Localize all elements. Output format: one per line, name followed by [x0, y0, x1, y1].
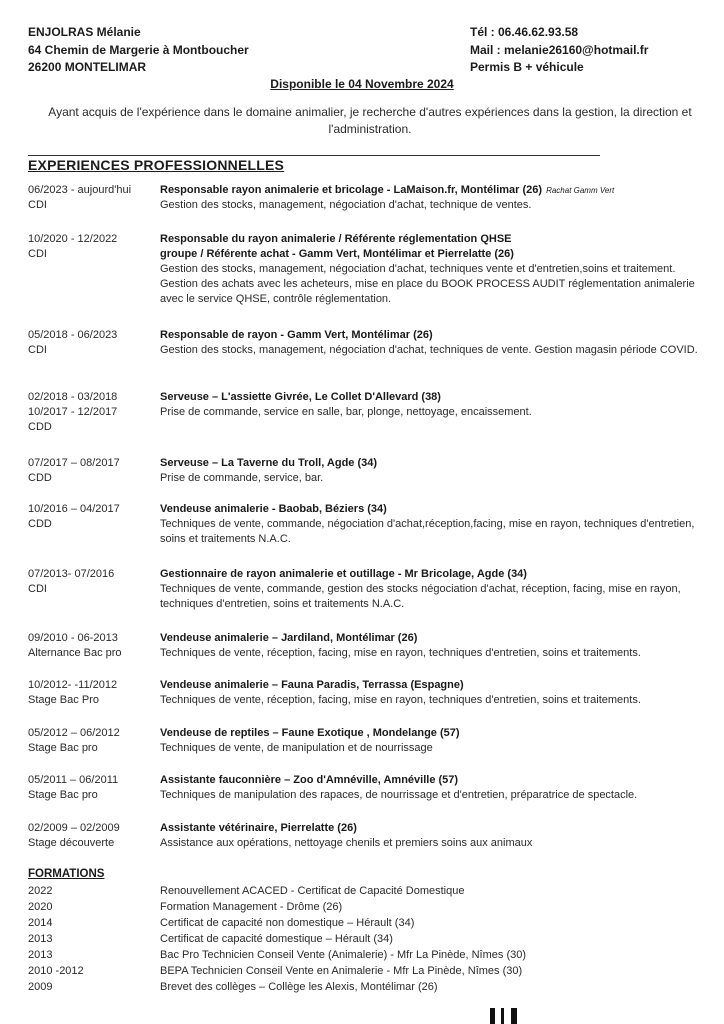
formation-year: 2010 -2012 — [28, 965, 84, 977]
contact-block — [28, 24, 249, 77]
experience-dates — [28, 726, 156, 756]
contract-type: CDI — [28, 344, 47, 356]
experience-title: Serveuse – L'assiette Givrée, Le Collet D'Allevard (38) — [160, 391, 441, 403]
date-range: 05/2011 – 06/2011 — [28, 774, 119, 786]
experience-dates — [28, 390, 156, 435]
formation-year: 2013 — [28, 949, 53, 961]
experience-body — [160, 456, 708, 486]
experience-body — [160, 773, 708, 803]
experience-description: Techniques de vente, de manipulation et de nourrissage — [160, 742, 433, 754]
date-range: 05/2012 – 06/2012 — [28, 727, 120, 739]
experience-title: Responsable de rayon - Gamm Vert, Montélimar (26) — [160, 329, 433, 341]
experience-body — [160, 821, 708, 851]
experience-dates — [28, 821, 156, 851]
experience-note: Rachat Gamm Vert — [546, 186, 615, 195]
formation-label: Renouvellement ACACED - Certificat de Capacité Domestique — [160, 885, 465, 897]
experience-dates — [28, 328, 156, 358]
date-range: 07/2017 – 08/2017 — [28, 457, 120, 469]
date-range: 10/2020 - 12/2022 — [28, 233, 118, 245]
experience-body — [160, 232, 708, 307]
date-range: 02/2018 - 03/2018 — [28, 391, 118, 403]
formation-year: 2014 — [28, 917, 53, 929]
experience-body — [160, 183, 708, 213]
experience-body — [160, 631, 708, 661]
contract-type: CDI — [28, 248, 47, 260]
formation-year: 2013 — [28, 933, 53, 945]
experience-description: Techniques de vente, commande, gestion des stocks négociation d'achat, réception, facing, mise en rayon, techniques d'entretien, soins et traitements N.A.C. — [160, 583, 681, 610]
experience-description: Techniques de vente, réception, facing, mise en rayon, techniques d'entretien, soins et traitements. — [160, 647, 641, 659]
experience-description: Prise de commande, service en salle, bar, plonge, nettoyage, encaissement. — [160, 406, 532, 418]
experience-title: Vendeuse de reptiles – Faune Exotique , Mondelange (57) — [160, 727, 460, 739]
formation-label: Certificat de capacité domestique – Hérault (34) — [160, 933, 393, 945]
driving-permit: Permis B + véhicule — [470, 60, 584, 74]
experience-title: Assistante fauconnière – Zoo d'Amnéville, Amnéville (57) — [160, 774, 459, 786]
experience-title: Vendeuse animalerie – Fauna Paradis, Terrassa (Espagne) — [160, 679, 464, 691]
experience-dates — [28, 232, 156, 262]
contract-type: Stage découverte — [28, 837, 115, 849]
applicant-name: ENJOLRAS Mélanie — [28, 25, 141, 39]
experience-body — [160, 502, 708, 547]
contract-type: CDI — [28, 583, 47, 595]
experience-dates — [28, 183, 156, 213]
contract-type: Alternance Bac pro — [28, 647, 122, 659]
contract-type: CDD — [28, 518, 52, 530]
intro-text: Ayant acquis de l'expérience dans le domaine animalier, je recherche d'autres expériences dans la gestion, la direction et l'administration. — [48, 105, 692, 136]
contract-type: Stage Bac Pro — [28, 694, 99, 706]
section-divider — [28, 155, 600, 156]
formation-year: 2020 — [28, 901, 53, 913]
experience-description: Assistance aux opérations, nettoyage chenils et premiers soins aux animaux — [160, 837, 533, 849]
contract-type: Stage Bac pro — [28, 789, 98, 801]
experience-title — [160, 183, 708, 198]
experience-body — [160, 567, 708, 612]
title-line: groupe / Référente achat - Gamm Vert, Montélimar et Pierrelatte (26) — [160, 248, 514, 260]
experience-description: Techniques de manipulation des rapaces, de nourrissage et d'entretien, préparatrice de spectacle. — [160, 789, 638, 801]
experience-description: Gestion des stocks, management, négociation d'achat, techniques vente et d'entretien,soins et traitement. Gestion des achats avec les acheteurs, mise en place du BOOK PROCESS AUDIT réglementation animalerie avec le service QHSE, contrôle réglementation. — [160, 263, 695, 305]
experience-dates — [28, 678, 156, 708]
contact-details — [470, 24, 648, 77]
experience-title: Serveuse – La Taverne du Troll, Agde (34) — [160, 457, 378, 469]
formation-label: Brevet des collèges – Collège les Alexis, Montélimar (26) — [160, 981, 438, 993]
experience-title: Assistante vétérinaire, Pierrelatte (26) — [160, 822, 357, 834]
address-line-1: 64 Chemin de Margerie à Montboucher — [28, 42, 249, 57]
formation-label: Certificat de capacité non domestique – Hérault (34) — [160, 917, 415, 929]
experience-dates — [28, 502, 156, 532]
experience-title: Vendeuse animalerie - Baobab, Béziers (34) — [160, 503, 387, 515]
experience-dates — [28, 456, 156, 486]
date-range: 10/2016 – 04/2017 — [28, 503, 120, 515]
experience-body — [160, 726, 708, 756]
experience-title: Gestionnaire de rayon animalerie et outillage - Mr Bricolage, Agde (34) — [160, 568, 527, 580]
formation-label: Bac Pro Technicien Conseil Vente (Animalerie) - Mfr La Pinède, Nîmes (30) — [160, 949, 527, 961]
experience-body — [160, 328, 708, 358]
experience-description: Gestion des stocks, management, négociation d'achat, techniques de vente. Gestion magasin période COVID. — [160, 344, 698, 356]
experience-title: Vendeuse animalerie – Jardiland, Montélimar (26) — [160, 632, 418, 644]
experience-body — [160, 390, 708, 420]
experience-dates — [28, 567, 156, 597]
formation-label: Formation Management - Drôme (26) — [160, 901, 343, 913]
date-range: 05/2018 - 06/2023 — [28, 329, 118, 341]
formation-label: BEPA Technicien Conseil Vente en Animalerie - Mfr La Pinède, Nîmes (30) — [160, 965, 523, 977]
formation-year: 2009 — [28, 981, 53, 993]
formations-heading: FORMATIONS — [28, 868, 105, 880]
contract-type: CDI — [28, 199, 47, 211]
scan-edge-marks — [490, 1008, 530, 1024]
date-range: 02/2009 – 02/2009 — [28, 822, 120, 834]
date-range: 10/2017 - 12/2017 — [28, 406, 118, 418]
experience-description: Prise de commande, service, bar. — [160, 472, 324, 484]
email: Mail : melanie26160@hotmail.fr — [470, 42, 649, 57]
experience-description: Techniques de vente, réception, facing, mise en rayon, techniques d'entretien, soins et traitements. — [160, 694, 641, 706]
address-line-2: 26200 MONTELIMAR — [28, 60, 147, 74]
experience-body — [160, 678, 708, 708]
formation-year: 2022 — [28, 885, 53, 897]
phone: Tél : 06.46.62.93.58 — [470, 25, 579, 39]
date-range: 10/2012- -11/2012 — [28, 679, 118, 691]
contract-type: Stage Bac pro — [28, 742, 98, 754]
date-range: 09/2010 - 06-2013 — [28, 632, 118, 644]
date-range: 06/2023 - aujourd'hui — [28, 184, 132, 196]
experience-description: Gestion des stocks, management, négociation d'achat, technique de ventes. — [160, 199, 532, 211]
title-line: Responsable du rayon animalerie / Référente réglementation QHSE — [160, 233, 512, 245]
availability: Disponible le 04 Novembre 2024 — [270, 77, 454, 91]
title-line: Responsable rayon animalerie et bricolage - LaMaison.fr, Montélimar (26) — [160, 184, 543, 196]
date-range: 07/2013- 07/2016 — [28, 568, 115, 580]
contract-type: CDD — [28, 472, 52, 484]
experience-dates — [28, 631, 156, 661]
experiences-heading: EXPERIENCES PROFESSIONNELLES — [28, 157, 285, 173]
experience-dates — [28, 773, 156, 803]
experience-title — [160, 232, 708, 262]
contract-type: CDD — [28, 421, 52, 433]
experience-description: Techniques de vente, commande, négociation d'achat,réception,facing, mise en rayon, techniques d'entretien, soins et traitements N.A.C. — [160, 518, 695, 545]
